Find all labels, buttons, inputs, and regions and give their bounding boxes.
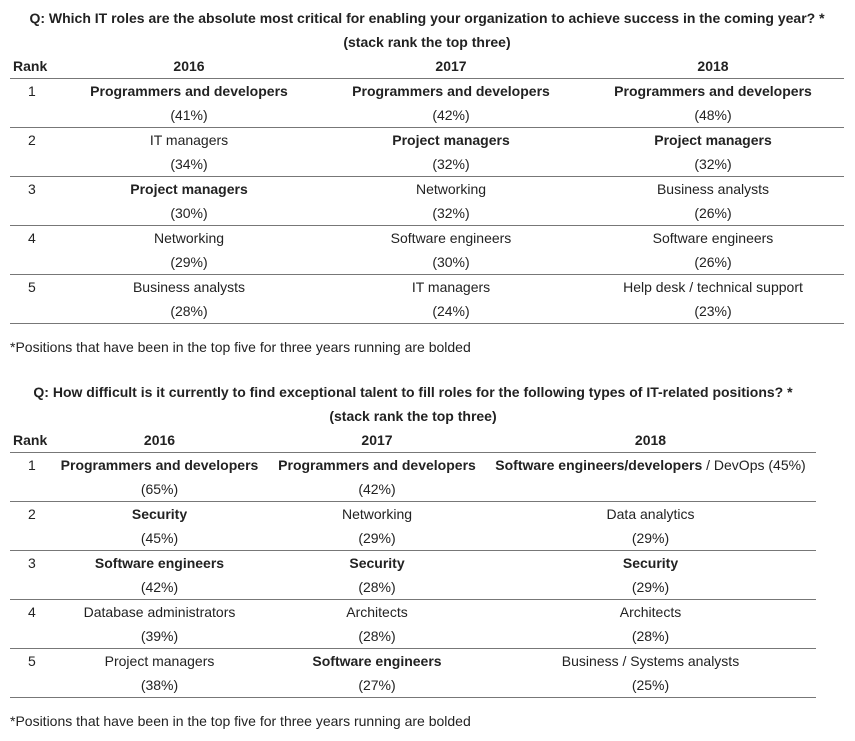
percent-cell: (28%)	[358, 579, 396, 595]
table-row	[10, 79, 844, 104]
rank-cell: 5	[10, 649, 50, 674]
header-rank: Rank	[13, 432, 48, 448]
rank-cell: 2	[10, 502, 50, 527]
survey-1-footnote: *Positions that have been in the top five for three years running are bolded	[10, 339, 471, 355]
survey-1-subtitle: (stack rank the top three)	[343, 34, 511, 50]
percent-cell: (42%)	[358, 481, 396, 497]
percent-cell: (41%)	[170, 107, 208, 123]
role-name: Architects	[619, 604, 682, 620]
survey-1-table	[10, 54, 844, 324]
role-name: Security	[622, 555, 679, 571]
role-name: Help desk / technical support	[623, 279, 803, 295]
percent-cell: (25%)	[485, 673, 816, 698]
percent-cell: (38%)	[50, 673, 269, 698]
role-suffix: / DevOps (45%)	[702, 457, 806, 473]
role-name: Data analytics	[606, 506, 695, 522]
rank-cell: 4	[10, 226, 58, 251]
role-name: Project managers	[130, 181, 248, 197]
table-row	[10, 177, 844, 202]
role-name: Programmers and developers	[90, 83, 288, 99]
role-cell	[320, 79, 582, 104]
table-row	[10, 502, 816, 527]
role-cell	[50, 551, 269, 576]
header-2016: 2016	[173, 58, 205, 74]
table-row-percent	[10, 575, 816, 600]
role-cell	[320, 275, 582, 300]
role-name: Business / Systems analysts	[561, 653, 740, 669]
role-name: Software engineers	[94, 555, 225, 571]
role-cell	[58, 128, 320, 153]
role-cell	[58, 79, 320, 104]
role-cell	[58, 226, 320, 251]
role-cell	[485, 649, 816, 674]
survey-1-section	[10, 6, 844, 324]
table-row	[10, 453, 816, 478]
header-2018: 2018	[697, 58, 729, 74]
rank-cell-empty	[10, 575, 50, 600]
role-cell	[58, 177, 320, 202]
role-name: Programmers and developers	[614, 83, 812, 99]
role-name: Programmers and developers	[278, 457, 476, 473]
table-row	[10, 600, 816, 625]
percent-cell: (30%)	[170, 205, 208, 221]
role-name: Networking	[341, 506, 413, 522]
role-cell	[58, 275, 320, 300]
percent-cell: (65%)	[140, 481, 179, 497]
rank-cell: 5	[10, 275, 58, 300]
percent-cell: (29%)	[170, 254, 208, 270]
percent-cell: (45%)	[140, 530, 179, 546]
rank-cell-empty	[10, 201, 58, 226]
header-2017: 2017	[361, 432, 393, 448]
role-name: IT managers	[149, 132, 229, 148]
table-row-percent	[10, 152, 844, 177]
role-name: Project managers	[654, 132, 772, 148]
percent-cell: (29%)	[631, 530, 670, 546]
table-row-percent	[10, 201, 844, 226]
role-name: Business analysts	[656, 181, 770, 197]
percent-cell: (26%)	[694, 254, 732, 270]
percent-cell: (23%)	[582, 299, 844, 324]
rank-cell: 4	[10, 600, 50, 625]
role-name: Networking	[153, 230, 225, 246]
percent-cell: (32%)	[432, 205, 470, 221]
percent-cell: (29%)	[631, 579, 670, 595]
role-name: Software engineers	[652, 230, 774, 246]
table-row	[10, 649, 816, 674]
role-cell	[582, 226, 844, 251]
rank-cell-empty	[10, 299, 58, 324]
survey-2-subtitle: (stack rank the top three)	[329, 408, 497, 424]
table-row-percent	[10, 526, 816, 551]
role-cell	[582, 79, 844, 104]
role-name: Software engineers/developers	[495, 457, 703, 473]
rank-cell: 1	[10, 453, 50, 478]
table-row	[10, 551, 816, 576]
percent-cell: (32%)	[694, 156, 732, 172]
role-cell	[485, 551, 816, 576]
role-cell	[582, 128, 844, 153]
role-cell	[50, 600, 269, 625]
rank-cell-empty	[10, 477, 50, 502]
role-cell	[320, 128, 582, 153]
role-name: Security	[349, 555, 405, 571]
table-row-percent	[10, 624, 816, 649]
role-cell	[582, 275, 844, 300]
percent-cell: (27%)	[269, 673, 485, 698]
role-name: IT managers	[411, 279, 491, 295]
role-cell	[50, 453, 269, 478]
percent-cell	[485, 477, 816, 502]
role-cell	[50, 649, 269, 674]
table-row-percent	[10, 103, 844, 128]
rank-cell-empty	[10, 103, 58, 128]
header-rank: Rank	[13, 58, 48, 74]
role-cell	[485, 600, 816, 625]
role-name: Architects	[346, 604, 408, 620]
header-row	[10, 428, 816, 453]
table-row	[10, 128, 844, 153]
percent-cell: (24%)	[320, 299, 582, 324]
role-cell	[269, 502, 485, 527]
percent-cell: (39%)	[140, 628, 179, 644]
header-2018: 2018	[634, 432, 667, 448]
role-name: Networking	[415, 181, 487, 197]
role-cell	[320, 177, 582, 202]
header-2017: 2017	[435, 58, 467, 74]
header-row	[10, 54, 844, 79]
role-name: Software engineers	[390, 230, 512, 246]
survey-2-table	[10, 428, 816, 698]
percent-cell: (42%)	[432, 107, 470, 123]
percent-cell: (48%)	[694, 107, 732, 123]
role-name: Business analysts	[132, 279, 246, 295]
role-cell	[269, 600, 485, 625]
table-row-percent	[10, 250, 844, 275]
percent-cell: (42%)	[140, 579, 179, 595]
header-2016: 2016	[143, 432, 176, 448]
table-row	[10, 275, 844, 300]
role-cell	[485, 453, 816, 478]
percent-cell: (28%)	[358, 628, 396, 644]
role-name: Project managers	[392, 132, 510, 148]
role-name: Project managers	[104, 653, 215, 669]
rank-cell-empty	[10, 250, 58, 275]
percent-cell: (30%)	[432, 254, 470, 270]
role-name: Programmers and developers	[60, 457, 259, 473]
survey-1-question: Q: Which IT roles are the absolute most critical for enabling your organization to achieve success in the coming year? *	[29, 10, 825, 26]
rank-cell-empty	[10, 673, 50, 698]
percent-cell: (26%)	[694, 205, 732, 221]
survey-2-question: Q: How difficult is it currently to find exceptional talent to fill roles for the following types of IT-related positions? *	[33, 384, 793, 400]
role-cell	[269, 453, 485, 478]
table-row	[10, 226, 844, 251]
rank-cell-empty	[10, 152, 58, 177]
role-cell	[320, 226, 582, 251]
role-cell	[485, 502, 816, 527]
rank-cell: 2	[10, 128, 58, 153]
rank-cell-empty	[10, 526, 50, 551]
rank-cell: 1	[10, 79, 58, 104]
table-row-percent	[10, 299, 844, 324]
survey-2-section	[10, 380, 816, 698]
percent-cell: (28%)	[631, 628, 670, 644]
role-name: Programmers and developers	[352, 83, 550, 99]
role-cell	[269, 649, 485, 674]
rank-cell: 3	[10, 177, 58, 202]
percent-cell: (28%)	[58, 299, 320, 324]
survey-2-footnote: *Positions that have been in the top five for three years running are bolded	[10, 713, 471, 729]
percent-cell: (34%)	[170, 156, 208, 172]
rank-cell-empty	[10, 624, 50, 649]
role-cell	[269, 551, 485, 576]
percent-cell: (32%)	[432, 156, 470, 172]
rank-cell: 3	[10, 551, 50, 576]
table-row-percent	[10, 477, 816, 502]
role-cell	[582, 177, 844, 202]
table-row-percent	[10, 673, 816, 698]
role-name: Software engineers	[312, 653, 442, 669]
role-name: Database administrators	[83, 604, 236, 620]
role-name: Security	[131, 506, 188, 522]
percent-cell: (29%)	[358, 530, 396, 546]
role-cell	[50, 502, 269, 527]
